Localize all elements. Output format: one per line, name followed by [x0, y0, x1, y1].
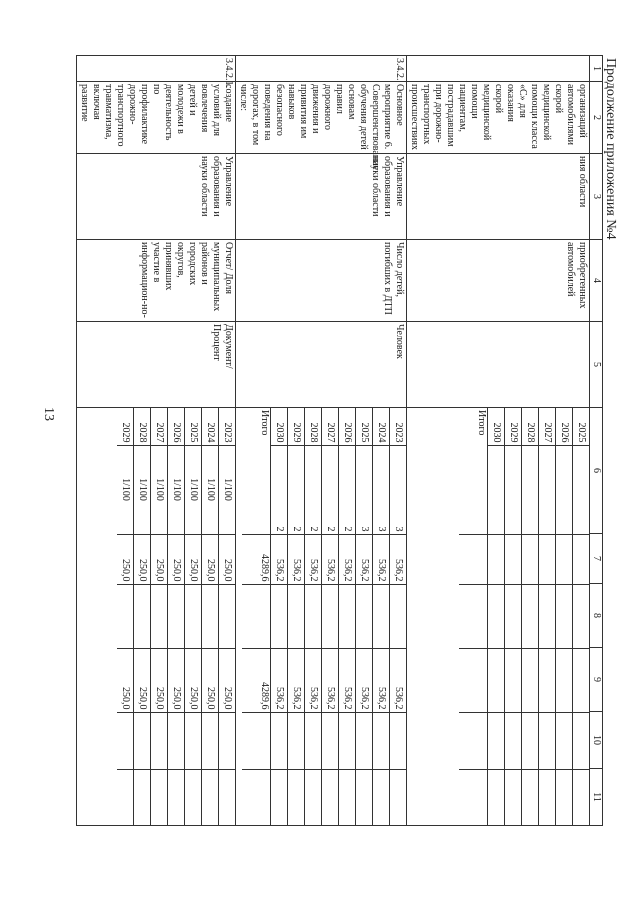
- year-row: [168, 408, 185, 826]
- page-caption: Продолжение приложения №4: [603, 58, 618, 240]
- year-row: [134, 408, 151, 826]
- year-row: [556, 408, 573, 826]
- year-row: [373, 408, 390, 826]
- col-header: 5: [590, 322, 603, 408]
- col-header: 8: [590, 584, 603, 648]
- cell-indicator: приобретенных автомобилей: [407, 240, 590, 322]
- value-cell: 536,2: [305, 534, 322, 584]
- value-cell: 536,2: [288, 534, 305, 584]
- value-cell: 536,2: [373, 648, 390, 712]
- yearly-table: [459, 408, 589, 826]
- year-cell: 2025: [185, 408, 202, 445]
- year-cell: 2026: [168, 408, 185, 445]
- value-cell: 250,0: [185, 648, 202, 712]
- year-cell: 2025: [356, 408, 373, 445]
- yearly-table: [117, 408, 235, 826]
- table-row: [77, 56, 236, 826]
- year-cell: 2029: [505, 408, 522, 445]
- year-cell: 2026: [339, 408, 356, 445]
- value-cell: 1/100: [185, 445, 202, 534]
- value-cell: 2: [339, 445, 356, 534]
- value-cell: 536,2: [271, 648, 288, 712]
- year-cell: 2027: [151, 408, 168, 445]
- value-cell: 1/100: [202, 445, 219, 534]
- value-cell: 536,2: [322, 648, 339, 712]
- cell-indicator: Число детей, погибших в ДТП: [236, 240, 407, 322]
- year-cell: 2027: [539, 408, 556, 445]
- value-cell: 250,0: [134, 648, 151, 712]
- value-cell: 536,2: [305, 648, 322, 712]
- value-cell: 250,0: [117, 648, 134, 712]
- cell-unit: Документ/ Процент: [77, 322, 236, 408]
- year-cell: 2024: [202, 408, 219, 445]
- value-cell: 250,0: [117, 534, 134, 584]
- value-cell: 250,0: [134, 534, 151, 584]
- year-row: [271, 408, 288, 826]
- value-cell: 1/100: [134, 445, 151, 534]
- cell-name: создание условий для вовлечения детей и молодежи в деятельность по профилактике дорожно-транспортного травматизма, включая развитие: [77, 82, 236, 154]
- page-number: 13: [41, 407, 56, 421]
- value-cell: 536,2: [339, 534, 356, 584]
- year-cell: 2030: [488, 408, 505, 445]
- value-cell: 1/100: [117, 445, 134, 534]
- value-cell: 250,0: [168, 648, 185, 712]
- value-cell: 1/100: [168, 445, 185, 534]
- total-row: [242, 408, 271, 826]
- value-cell: 250,0: [219, 534, 236, 584]
- year-row: [185, 408, 202, 826]
- cell-responsible: Управление образования и науки области: [77, 154, 236, 240]
- year-cell: 2030: [271, 408, 288, 445]
- value-cell: 250,0: [168, 534, 185, 584]
- value-cell: 250,0: [219, 648, 236, 712]
- year-cell: 2023: [219, 408, 236, 445]
- value-cell: 536,2: [373, 534, 390, 584]
- year-row: [202, 408, 219, 826]
- year-row: [356, 408, 373, 826]
- value-cell: 250,0: [202, 534, 219, 584]
- header-row: [590, 56, 603, 826]
- year-row: [151, 408, 168, 826]
- yearly-block: [407, 408, 590, 826]
- value-cell: 2: [322, 445, 339, 534]
- year-cell: 2025: [573, 408, 590, 445]
- year-row: [573, 408, 590, 826]
- total-label: Итого: [242, 408, 271, 534]
- year-cell: 2028: [305, 408, 322, 445]
- year-cell: 2024: [373, 408, 390, 445]
- year-row: [322, 408, 339, 826]
- cell-number: [407, 56, 590, 82]
- cell-unit: Человек: [236, 322, 407, 408]
- cell-responsible: ния области: [407, 154, 590, 240]
- year-row: [339, 408, 356, 826]
- value-cell: 2: [305, 445, 322, 534]
- total-value: 4289,6: [242, 534, 271, 584]
- cell-unit: [407, 322, 590, 408]
- year-cell: 2027: [322, 408, 339, 445]
- value-cell: 250,0: [185, 534, 202, 584]
- value-cell: 536,2: [356, 534, 373, 584]
- total-label: Итого: [459, 408, 488, 534]
- value-cell: 3: [356, 445, 373, 534]
- value-cell: 250,0: [202, 648, 219, 712]
- year-row: [488, 408, 505, 826]
- col-header: 7: [590, 534, 603, 584]
- value-cell: 1/100: [219, 445, 236, 534]
- value-cell: 536,2: [390, 534, 407, 584]
- col-header: 1: [590, 56, 603, 82]
- rotated-table-area: [58, 55, 603, 825]
- year-cell: 2029: [288, 408, 305, 445]
- year-cell: 2028: [522, 408, 539, 445]
- year-row: [288, 408, 305, 826]
- year-cell: 2029: [117, 408, 134, 445]
- year-cell: 2028: [134, 408, 151, 445]
- table-row: [407, 56, 590, 826]
- value-cell: 536,2: [271, 534, 288, 584]
- yearly-table: [242, 408, 406, 826]
- col-header: 3: [590, 154, 603, 240]
- col-header: 10: [590, 712, 603, 769]
- year-row: [219, 408, 236, 826]
- col-header: 9: [590, 648, 603, 712]
- year-row: [305, 408, 322, 826]
- year-row: [522, 408, 539, 826]
- year-row: [117, 408, 134, 826]
- year-row: [505, 408, 522, 826]
- col-header: 11: [590, 769, 603, 826]
- yearly-block: [77, 408, 236, 826]
- year-row: [390, 408, 407, 826]
- yearly-block: [236, 408, 407, 826]
- cell-responsible: Управление образования и науки области: [236, 154, 407, 240]
- cell-number: 3.4.2.1.: [77, 56, 236, 82]
- value-cell: 536,2: [339, 648, 356, 712]
- table-row: [236, 56, 407, 826]
- value-cell: 536,2: [322, 534, 339, 584]
- cell-name: организаций автомобилями скорой медицинской помощи класса «С» для оказания скорой медицинской помощи пациентам, пострадавшим при дорожно-транспортных происшествиях: [407, 82, 590, 154]
- col-header: 2: [590, 82, 603, 154]
- value-cell: 3: [390, 445, 407, 534]
- value-cell: 250,0: [151, 534, 168, 584]
- year-row: [539, 408, 556, 826]
- value-cell: 2: [288, 445, 305, 534]
- cell-name: Основное мероприятие 6. Совершенствование обучения детей основам правил дорожного движения и привития им навыков безопасного поведения на дорогах, в том числе:: [236, 82, 407, 154]
- value-cell: 1/100: [151, 445, 168, 534]
- value-cell: 250,0: [151, 648, 168, 712]
- value-cell: 3: [373, 445, 390, 534]
- cell-indicator: Отчет/ Доля муниципальных районов и городских округов, принявших участие в информацион-но-: [77, 240, 236, 322]
- col-header: 6: [590, 408, 603, 534]
- cell-number: 3.4.2.: [236, 56, 407, 82]
- year-cell: 2023: [390, 408, 407, 445]
- value-cell: 2: [271, 445, 288, 534]
- program-table: [76, 55, 603, 826]
- year-cell: 2026: [556, 408, 573, 445]
- total-row: [459, 408, 488, 826]
- value-cell: 536,2: [390, 648, 407, 712]
- value-cell: 536,2: [288, 648, 305, 712]
- col-header: 4: [590, 240, 603, 322]
- value-cell: 536,2: [356, 648, 373, 712]
- total-value: 4289,6: [242, 648, 271, 712]
